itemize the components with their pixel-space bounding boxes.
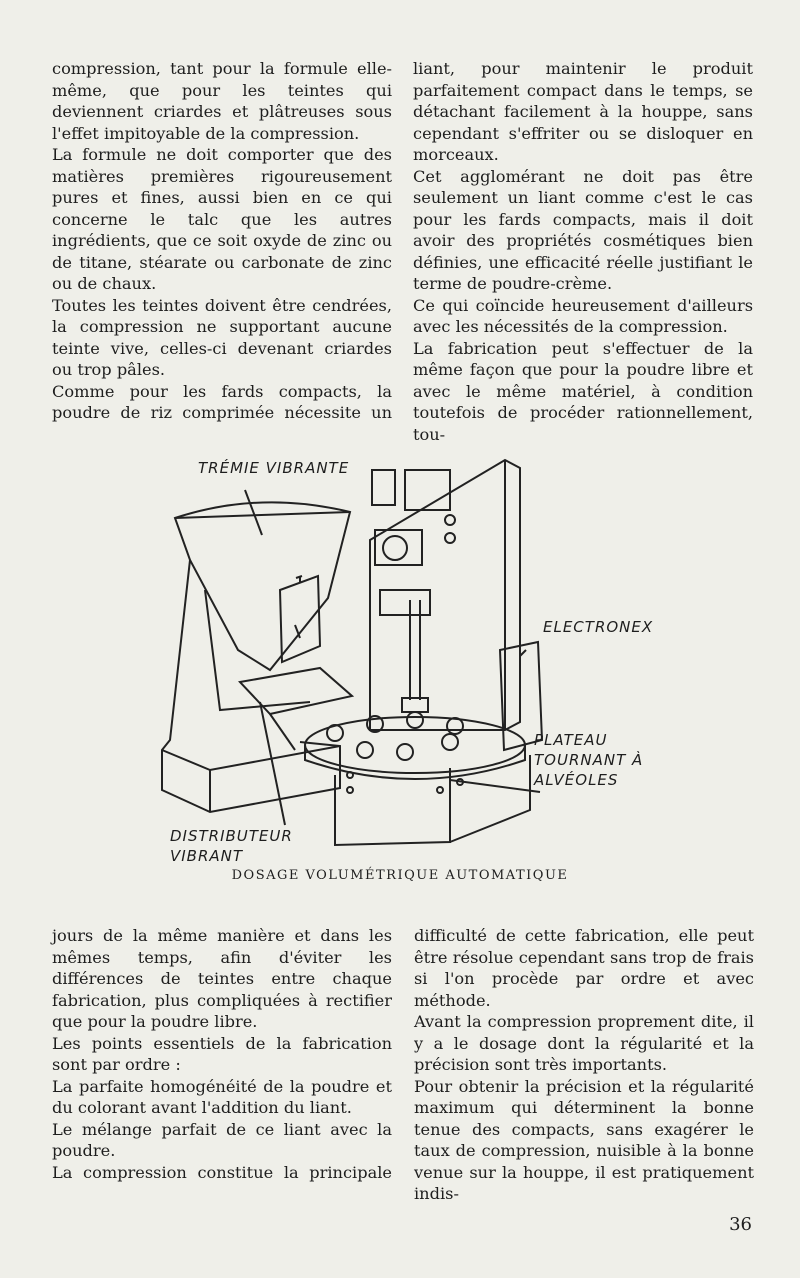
label-brand: ELECTRONEX: [543, 618, 654, 636]
paragraph: La parfaite homogénéité de la poudre et du colorant avant l'addition du liant.: [52, 1076, 392, 1117]
paragraph: Le mélange parfait de ce liant avec la poudre.: [52, 1119, 392, 1160]
paragraph: Avant la compression proprement dite, il y a le dosage dont la régularité et la précision sont très importants.: [414, 1012, 754, 1074]
label-distributor: DISTRIBUTEUR VIBRANT: [170, 827, 293, 865]
paragraph: jours de la même manière et dans les mêmes temps, afin d'éviter les différences de teintes entre chaque fabrication, plus compliquées à rectifier que pour la poudre libre.: [52, 926, 392, 1031]
paragraph: Toutes les teintes doivent être cendrées, la compression ne supportant aucune teinte vive, celles-ci devenant criardes ou trop pâles.: [52, 295, 392, 379]
label-rotating-plate: PLATEAU TOURNANT À ALVÉOLES: [534, 731, 644, 789]
paragraph: compression, tant pour la formule elle-même, que pour les teintes qui deviennent criardes et plâtreuses sous l'effet impitoyable de la compression.: [52, 59, 392, 143]
paragraph: La compression constitue la principale: [52, 1162, 392, 1182]
paragraph: Pour obtenir la précision et la régularité maximum qui déterminent la bonne tenue des compacts, sans exagérer le taux de compression, nuisible à la bonne venue sur la houppe, il est pratiquement indis-: [414, 1076, 754, 1203]
paragraph: difficulté de cette fabrication, elle peut être résolue cependant sans trop de frais si l'on procède par ordre et avec méthode.: [414, 926, 754, 1010]
paragraph: liant, pour maintenir le produit parfaitement compact dans le temps, se détachant facilement à la houppe, sans cependant s'effriter ou se disloquer en morceaux.: [413, 59, 753, 164]
text-column-top-left: [52, 58, 392, 424]
machine-drawing: [150, 450, 660, 870]
figure-caption: DOSAGE VOLUMÉTRIQUE AUTOMATIQUE: [231, 868, 569, 883]
paragraph: Cet agglomérant ne doit pas être seulement un liant comme c'est le cas pour les fards compacts, mais il doit avoir des propriétés cosmétiques bien définies, une efficacité réelle justifiant le terme de poudre-crème.: [413, 166, 753, 293]
paragraph: Comme pour les fards compacts, la poudre de riz comprimée nécessite un: [52, 381, 392, 422]
paragraph: La fabrication peut s'effectuer de la même façon que pour la poudre libre et avec le même matériel, à condition toutefois de procéder rationnellement, tou-: [413, 338, 753, 444]
text-column-top-right: [413, 58, 753, 445]
machine-illustration: [150, 450, 660, 870]
paragraph: Ce qui coïncide heureusement d'ailleurs avec les nécessités de la compression.: [413, 295, 753, 336]
text-column-bottom-left: [52, 925, 392, 1183]
label-hopper: TRÉMIE VIBRANTE: [198, 459, 350, 477]
paragraph: Les points essentiels de la fabrication sont par ordre :: [52, 1033, 392, 1074]
paragraph: La formule ne doit comporter que des matières premières rigoureusement pures et fines, aussi bien en ce qui concerne le talc que les autres ingrédients, que ce soit oxyde de zinc ou de titane, stéarate ou carbonate de zinc ou de chaux.: [52, 145, 392, 293]
text-column-bottom-right: [414, 925, 754, 1205]
page-number: 36: [729, 1214, 752, 1235]
